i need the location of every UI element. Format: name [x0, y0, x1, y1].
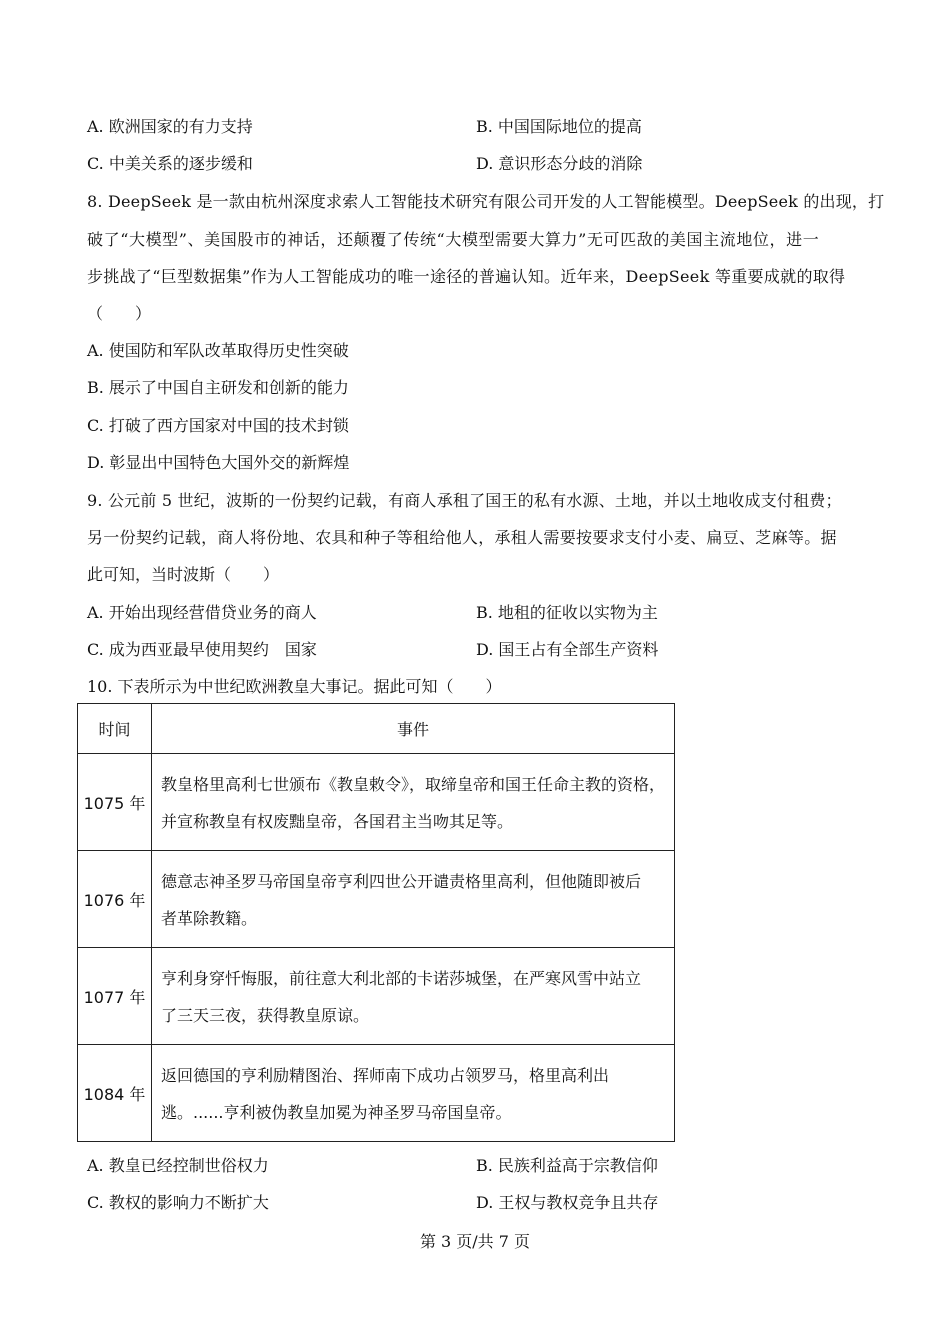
q7-option-b: B. 中国国际地位的提高	[476, 117, 642, 136]
row-event	[152, 948, 675, 1045]
q9-stem-line: 此可知，当时波斯（ ）	[87, 565, 280, 584]
row-time: 1077 年	[78, 948, 152, 1045]
row-event-line: 了三天三夜，获得教皇原谅。	[161, 1006, 370, 1025]
row-event-line: 逃。......亨利被伪教皇加冕为神圣罗马帝国皇帝。	[161, 1103, 512, 1122]
q10-option-d: D. 王权与教权竞争且共存	[476, 1193, 659, 1212]
table-header-row	[78, 704, 675, 754]
table-row	[78, 1045, 675, 1142]
q8-stem-line: 步挑战了“巨型数据集”作为人工智能成功的唯一途径的普遍认知。近年来，DeepSeek 等重要成就的取得	[87, 267, 846, 286]
q7-option-a: A. 欧洲国家的有力支持	[87, 117, 253, 136]
row-event-line: 返回德国的亨利励精图治、挥师南下成功占领罗马，格里高利出	[161, 1066, 610, 1085]
q9-stem-line: 9. 公元前 5 世纪，波斯的一份契约记载，有商人承租了国王的私有水源、土地，并以土地收成支付租费；	[87, 491, 842, 510]
row-event	[152, 754, 675, 851]
q9-option-b: B. 地租的征收以实物为主	[476, 603, 658, 622]
q10-option-b: B. 民族利益高于宗教信仰	[476, 1156, 658, 1175]
q8-stem-line: 8. DeepSeek 是一款由杭州深度求索人工智能技术研究有限公司开发的人工智能模型。DeepSeek 的出现，打	[87, 192, 885, 211]
q10-option-c: C. 教权的影响力不断扩大	[87, 1193, 269, 1212]
row-event-line: 亨利身穿忏悔服，前往意大利北部的卡诺莎城堡，在严寒风雪中站立	[161, 969, 642, 988]
q9-option-a: A. 开始出现经营借贷业务的商人	[87, 603, 317, 622]
table-row	[78, 754, 675, 851]
q8-option-b: B. 展示了中国自主研发和创新的能力	[87, 378, 349, 397]
row-event-line: 德意志神圣罗马帝国皇帝亨利四世公开谴责格里高利，但他随即被后	[161, 872, 642, 891]
row-time: 1076 年	[78, 851, 152, 948]
q9-option-c: C. 成为西亚最早使用契约 国家	[87, 640, 317, 659]
q8-answer-paren: （ ）	[87, 304, 152, 323]
q10-stem: 10. 下表所示为中世纪欧洲教皇大事记。据此可知（ ）	[87, 677, 502, 696]
table-row	[78, 948, 675, 1045]
events-table	[77, 703, 675, 1142]
q8-stem-line: 破了“大模型”、美国股市的神话，还颠覆了传统“大模型需要大算力”无可匹敌的美国主流地位，进一	[87, 230, 820, 249]
row-event-line: 并宣称教皇有权废黜皇帝，各国君主当吻其足等。	[161, 812, 514, 831]
table-row	[78, 851, 675, 948]
header-event: 事件	[152, 704, 675, 754]
header-time: 时间	[78, 704, 152, 754]
q8-option-c: C. 打破了西方国家对中国的技术封锁	[87, 416, 349, 435]
row-time: 1075 年	[78, 754, 152, 851]
q9-stem-line: 另一份契约记载，商人将份地、农具和种子等租给他人，承租人需要按要求支付小麦、扁豆、芝麻等。据	[87, 528, 837, 547]
row-event-line: 者革除教籍。	[161, 909, 258, 928]
q8-option-d: D. 彰显出中国特色大国外交的新辉煌	[87, 453, 350, 472]
row-time: 1084 年	[78, 1045, 152, 1142]
q8-option-a: A. 使国防和军队改革取得历史性突破	[87, 341, 349, 360]
row-event	[152, 1045, 675, 1142]
row-event	[152, 851, 675, 948]
q9-option-d: D. 国王占有全部生产资料	[476, 640, 659, 659]
page-footer: 第 3 页/共 7 页	[419, 1232, 531, 1251]
row-event-line: 教皇格里高利七世颁布《教皇敕令》，取缔皇帝和国王任命主教的资格，	[161, 775, 666, 794]
q7-option-d: D. 意识形态分歧的消除	[476, 154, 643, 173]
q7-option-c: C. 中美关系的逐步缓和	[87, 154, 253, 173]
q10-option-a: A. 教皇已经控制世俗权力	[87, 1156, 269, 1175]
